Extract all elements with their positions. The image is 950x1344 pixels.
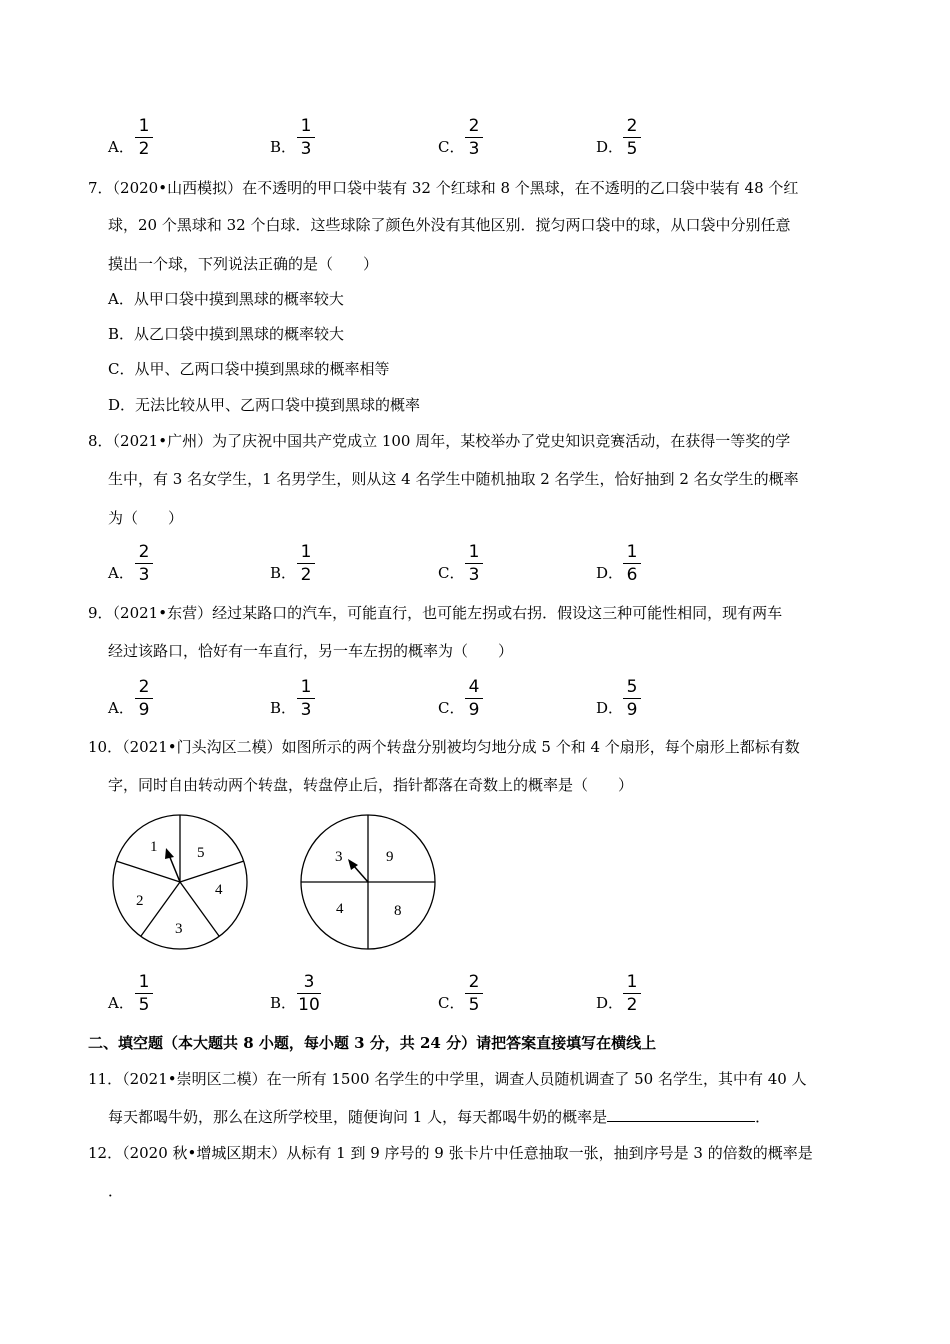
fraction: $\frac{1}{6}$ [623,542,641,585]
option-label: D． [596,699,624,717]
q7-line-3: 摸出一个球，下列说法正确的是（ ） [108,255,379,273]
option-label: D． [596,138,624,156]
q7-option-a[interactable]: A．从甲口袋中摸到黑球的概率较大 [108,290,344,308]
q11-end: ． [755,1108,771,1126]
option-label: B． [270,994,297,1012]
fraction: $\frac{1}{2}$ [297,542,315,585]
sector-number: 3 [335,849,343,865]
fraction: $\frac{1}{3}$ [465,542,483,585]
option-label: A． [108,138,134,156]
q7-option-c[interactable]: C．从甲、乙两口袋中摸到黑球的概率相等 [108,360,390,378]
sector-number: 1 [150,839,158,855]
option-label: B． [270,564,297,582]
spinner-five-sectors [108,812,252,952]
spinner-2-pointer[interactable] [348,859,368,882]
fraction: $\frac{2}{5}$ [465,972,483,1015]
spinner-1-pointer[interactable] [165,848,180,882]
option-label: D． [596,994,624,1012]
fraction: $\frac{1}{2}$ [135,116,153,159]
q9-line-1: 9．（2021•东营）经过某路口的汽车，可能直行，也可能左拐或右拐．假设这三种可能性相同，现有两车 [88,604,783,622]
sector-number: 8 [394,903,402,919]
q10-line-1: 10．（2021•门头沟区二模）如图所示的两个转盘分别被均匀地分成 5 个和 4 个扇形，每个扇形上都标有数 [88,738,800,756]
option-label: C． [438,699,465,717]
section-heading: 二、填空题（本大题共 8 小题，每小题 3 分，共 24 分）请把答案直接填写在横线上 [88,1034,657,1052]
option-label: A． [108,699,134,717]
option-label: D． [596,564,624,582]
fraction: $\frac{2}{9}$ [135,677,153,720]
option-label: C． [438,138,465,156]
fraction: $\frac{1}{3}$ [297,116,315,159]
q7-line-2: 球，20 个黑球和 32 个白球．这些球除了颜色外没有其他区别．搅匀两口袋中的球，从口袋中分别任意 [108,216,791,234]
fraction: $\frac{2}{3}$ [465,116,483,159]
q12-line-1: 12．（2020 秋•增城区期末）从标有 1 到 9 序号的 9 张卡片中任意抽取一张，抽到序号是 3 的倍数的概率是 [88,1144,813,1162]
q10-line-2: 字，同时自由转动两个转盘，转盘停止后，指针都落在奇数上的概率是（ ） [108,776,634,794]
q11-line-2 [108,1107,770,1127]
sector-number: 4 [215,882,223,898]
option-label: C． [438,994,465,1012]
fraction: $\frac{4}{9}$ [465,677,483,720]
option-label: A． [108,564,134,582]
q11-line-1: 11．（2021•崇明区二模）在一所有 1500 名学生的中学里，调查人员随机调查了 50 名学生，其中有 40 人 [88,1070,807,1088]
q7-option-b[interactable]: B．从乙口袋中摸到黑球的概率较大 [108,325,345,343]
fraction: $\frac{3}{10}$ [298,972,320,1015]
q12-line-2[interactable]: ． [108,1182,124,1200]
fraction: $\frac{1}{5}$ [135,972,153,1015]
sector-number: 9 [386,849,394,865]
sector-number: 2 [136,893,144,909]
q7-option-d[interactable]: D．无法比较从甲、乙两口袋中摸到黑球的概率 [108,396,421,414]
fraction: $\frac{5}{9}$ [623,677,641,720]
fraction: $\frac{1}{3}$ [297,677,315,720]
q8-line-2: 生中，有 3 名女学生，1 名男学生，则从这 4 名学生中随机抽取 2 名学生，恰好抽到 2 名女学生的概率 [108,470,799,488]
fraction: $\frac{2}{5}$ [623,116,641,159]
q9-line-2: 经过该路口，恰好有一车直行，另一车左拐的概率为（ ） [108,642,514,660]
fraction: $\frac{1}{2}$ [623,972,641,1015]
sector-number: 4 [336,901,344,917]
q8-line-1: 8．（2021•广州）为了庆祝中国共产党成立 100 周年，某校举办了党史知识竞赛活动，在获得一等奖的学 [88,432,791,450]
spinner-four-sectors [297,812,439,952]
q11-text: 每天都喝牛奶，那么在这所学校里，随便询问 1 人，每天都喝牛奶的概率是 [108,1108,608,1126]
q7-line-1: 7．（2020•山西模拟）在不透明的甲口袋中装有 32 个红球和 8 个黑球，在不透明的乙口袋中装有 48 个红 [88,179,799,197]
fraction: $\frac{2}{3}$ [135,542,153,585]
sector-number: 3 [175,921,183,937]
answer-blank[interactable] [607,1107,755,1122]
option-label: B． [270,138,297,156]
option-label: A． [108,994,134,1012]
option-label: B． [270,699,297,717]
option-label: C． [438,564,465,582]
sector-number: 5 [197,845,205,861]
q8-line-3: 为（ ） [108,509,184,527]
